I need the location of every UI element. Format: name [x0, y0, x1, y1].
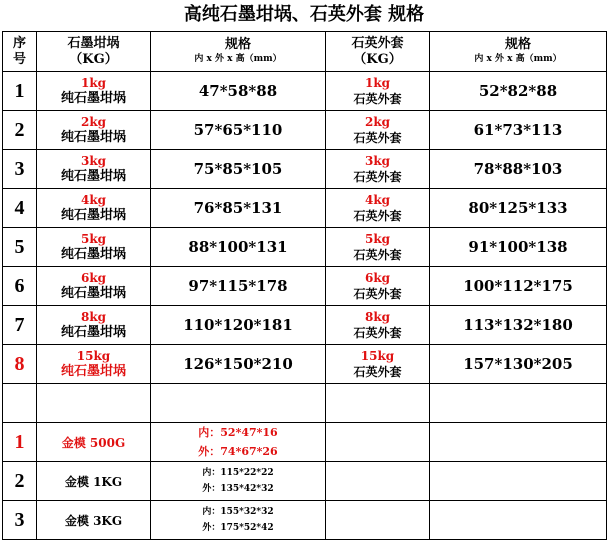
mold-number: 1: [3, 423, 37, 462]
mold-inner: 内：155*32*32: [202, 507, 274, 517]
quartz-spec: 52*82*88: [430, 72, 607, 111]
quartz-name: 石英外套: [353, 91, 402, 106]
graphite-cell: [37, 345, 151, 384]
graphite-weight: 15kg: [76, 348, 111, 363]
table-row: [3, 72, 607, 111]
graphite-weight: 5kg: [80, 231, 107, 246]
mold-outer: 外：175*52*42: [202, 523, 274, 533]
quartz-cell: [326, 306, 430, 345]
table-row: [3, 189, 607, 228]
quartz-weight: 5kg: [364, 231, 391, 246]
quartz-name: 石英外套: [353, 247, 402, 262]
table-row: [3, 345, 607, 384]
quartz-cell: [326, 111, 430, 150]
mold-row: [3, 423, 607, 462]
quartz-cell: [326, 150, 430, 189]
table-row: [3, 150, 607, 189]
graphite-weight: 4kg: [80, 192, 107, 207]
quartz-spec: 157*130*205: [430, 345, 607, 384]
graphite-spec: 75*85*105: [151, 150, 326, 189]
quartz-spec: 80*125*133: [430, 189, 607, 228]
quartz-weight: 6kg: [364, 270, 391, 285]
graphite-name: 纯石墨坩埚: [60, 168, 126, 184]
quartz-name: 石英外套: [353, 208, 402, 223]
graphite-name: 纯石墨坩埚: [60, 129, 126, 145]
quartz-cell: [326, 189, 430, 228]
row-number: 6: [3, 267, 37, 306]
table-row: [3, 306, 607, 345]
graphite-cell: [37, 72, 151, 111]
row-number: 3: [3, 150, 37, 189]
row-number: 5: [3, 228, 37, 267]
mold-outer: 外：135*42*32: [202, 484, 274, 494]
graphite-cell: [37, 228, 151, 267]
graphite-name: 纯石墨坩埚: [60, 363, 126, 379]
graphite-spec: 76*85*131: [151, 189, 326, 228]
quartz-spec: 78*88*103: [430, 150, 607, 189]
mold-dimensions: [151, 501, 326, 540]
row-number: 8: [3, 345, 37, 384]
quartz-name: 石英外套: [353, 286, 402, 301]
mold-inner: 内：115*22*22: [202, 468, 274, 478]
mold-number: 3: [3, 501, 37, 540]
table-row: [3, 111, 607, 150]
page-title: 高纯石墨坩埚、石英外套 规格: [183, 4, 425, 25]
quartz-cell: [326, 267, 430, 306]
quartz-cell: [326, 72, 430, 111]
graphite-spec: 110*120*181: [151, 306, 326, 345]
graphite-cell: [37, 189, 151, 228]
quartz-spec: 91*100*138: [430, 228, 607, 267]
mold-name: 金模 500G: [37, 423, 151, 462]
graphite-name: 纯石墨坩埚: [60, 90, 126, 106]
graphite-cell: [37, 267, 151, 306]
graphite-cell: [37, 111, 151, 150]
graphite-spec: 126*150*210: [151, 345, 326, 384]
graphite-spec: 88*100*131: [151, 228, 326, 267]
quartz-weight: 3kg: [364, 153, 391, 168]
quartz-name: 石英外套: [353, 325, 402, 340]
graphite-spec: 47*58*88: [151, 72, 326, 111]
row-number: 2: [3, 111, 37, 150]
empty-row: [3, 384, 607, 423]
mold-number: 2: [3, 462, 37, 501]
graphite-weight: 1kg: [80, 75, 107, 90]
quartz-spec: 61*73*113: [430, 111, 607, 150]
graphite-name: 纯石墨坩埚: [60, 324, 126, 340]
quartz-cell: [326, 345, 430, 384]
graphite-cell: [37, 306, 151, 345]
table-row: [3, 228, 607, 267]
row-number: 7: [3, 306, 37, 345]
mold-dimensions: [151, 462, 326, 501]
quartz-spec: 100*112*175: [430, 267, 607, 306]
mold-name: 金模 3KG: [37, 501, 151, 540]
header-graphite: 石墨坩埚 （KG）: [37, 32, 151, 72]
graphite-cell: [37, 150, 151, 189]
quartz-weight: 4kg: [364, 192, 391, 207]
header-quartz-spec: 规格 内 x 外 x 高（mm）: [430, 32, 607, 72]
row-number: 1: [3, 72, 37, 111]
mold-name: 金模 1KG: [37, 462, 151, 501]
header-row: [3, 32, 607, 72]
row-number: 4: [3, 189, 37, 228]
mold-inner: 内：52*47*16: [198, 426, 278, 439]
mold-row: [3, 501, 607, 540]
quartz-name: 石英外套: [353, 169, 402, 184]
mold-dimensions: [151, 423, 326, 462]
header-spec: 规格 内 x 外 x 高（mm）: [151, 32, 326, 72]
quartz-weight: 2kg: [364, 114, 391, 129]
mold-outer: 外：74*67*26: [198, 445, 278, 458]
quartz-weight: 1kg: [364, 75, 391, 90]
graphite-weight: 3kg: [80, 153, 107, 168]
graphite-weight: 6kg: [80, 270, 107, 285]
quartz-cell: [326, 228, 430, 267]
graphite-name: 纯石墨坩埚: [60, 207, 126, 223]
graphite-spec: 57*65*110: [151, 111, 326, 150]
table-row: [3, 267, 607, 306]
graphite-name: 纯石墨坩埚: [60, 285, 126, 301]
quartz-name: 石英外套: [353, 130, 402, 145]
graphite-spec: 97*115*178: [151, 267, 326, 306]
quartz-weight: 15kg: [360, 348, 395, 363]
graphite-weight: 8kg: [80, 309, 107, 324]
header-index: 序号: [3, 32, 37, 72]
graphite-weight: 2kg: [80, 114, 107, 129]
quartz-weight: 8kg: [364, 309, 391, 324]
quartz-spec: 113*132*180: [430, 306, 607, 345]
spec-table: [2, 31, 607, 540]
quartz-name: 石英外套: [353, 364, 402, 379]
header-quartz: 石英外套 （KG）: [326, 32, 430, 72]
graphite-name: 纯石墨坩埚: [60, 246, 126, 262]
mold-row: [3, 462, 607, 501]
